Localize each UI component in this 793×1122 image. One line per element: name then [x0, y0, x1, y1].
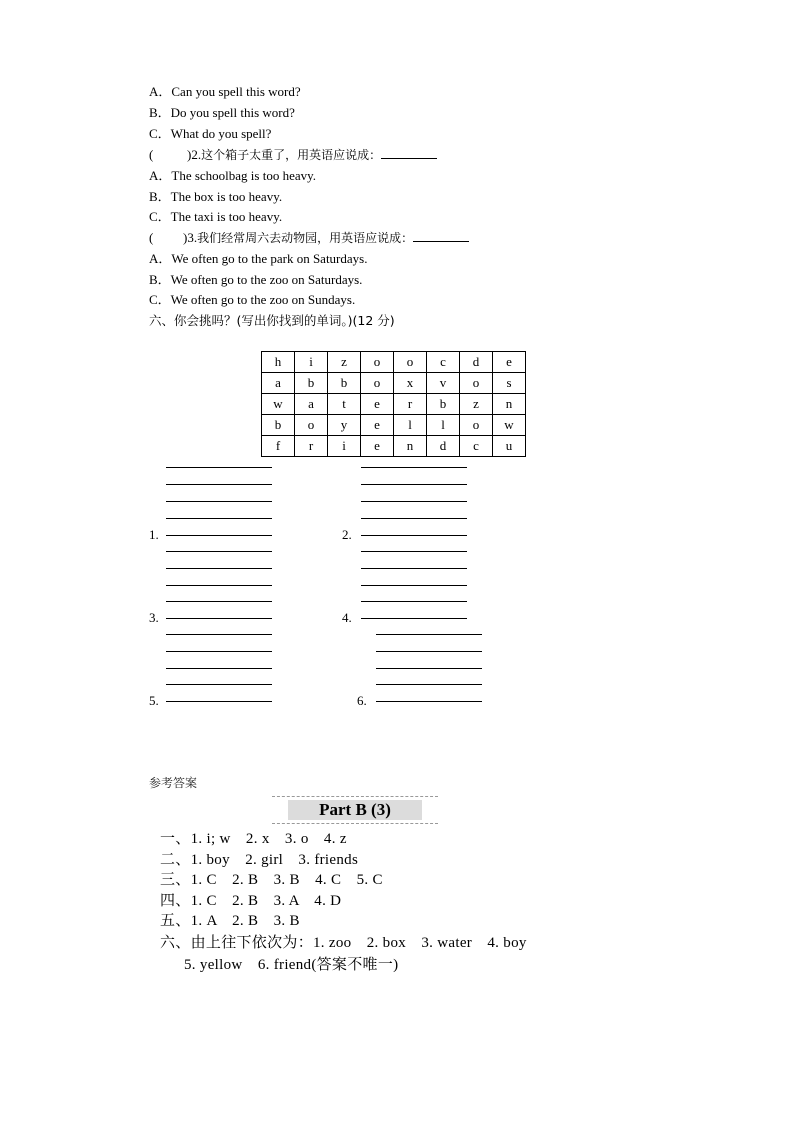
answer-line-4: 四、1. C 2. B 3. A 4. D: [160, 893, 342, 909]
answer-key-label: 参考答案: [149, 776, 198, 790]
q2-stem-text: 这个箱子太重了，用英语应说成：: [201, 148, 382, 162]
blank-number-2: 2.: [342, 527, 352, 542]
grid-cell: o: [460, 415, 493, 436]
grid-cell: u: [493, 436, 526, 457]
part-b-title: Part B (3): [288, 800, 422, 820]
q3-option-a: A．We often go to the park on Saturdays.: [149, 251, 368, 266]
grid-cell: r: [394, 394, 427, 415]
grid-row: [262, 415, 526, 436]
blank-number-3: 3.: [149, 610, 159, 625]
grid-row: [262, 394, 526, 415]
grid-row: [262, 352, 526, 373]
answer-line-3: 三、1. C 2. B 3. B 4. C 5. C: [160, 872, 383, 888]
answer-line[interactable]: [376, 651, 482, 652]
q3-stem-text: 我们经常周六去动物园，用英语应说成：: [197, 231, 414, 245]
q2-option-a: A．The schoolbag is too heavy.: [149, 168, 317, 183]
q3-number: )3.: [183, 230, 198, 245]
q2-option-c: C．The taxi is too heavy.: [149, 209, 283, 224]
q2-option-b: B．The box is too heavy.: [149, 189, 283, 204]
answer-line[interactable]: [361, 601, 467, 602]
q3-option-c: C．We often go to the zoo on Sundays.: [149, 292, 356, 307]
word-search-grid: [261, 351, 526, 457]
grid-cell: l: [427, 415, 460, 436]
grid-cell: c: [460, 436, 493, 457]
grid-cell: i: [295, 352, 328, 373]
grid-cell: w: [262, 394, 295, 415]
part-b-banner: [272, 796, 438, 824]
answer-line[interactable]: [166, 551, 272, 552]
answer-line[interactable]: [361, 568, 467, 569]
grid-cell: o: [394, 352, 427, 373]
answer-line[interactable]: [166, 618, 272, 619]
grid-cell: a: [262, 373, 295, 394]
grid-cell: a: [295, 394, 328, 415]
answer-line[interactable]: [376, 684, 482, 685]
grid-cell: c: [427, 352, 460, 373]
grid-cell: z: [460, 394, 493, 415]
grid-cell: d: [460, 352, 493, 373]
answer-line[interactable]: [376, 668, 482, 669]
blank-number-1: 1.: [149, 527, 159, 542]
grid-cell: b: [295, 373, 328, 394]
answer-line[interactable]: [376, 701, 482, 702]
answer-line-5: 五、1. A 2. B 3. B: [160, 913, 300, 929]
grid-cell: v: [427, 373, 460, 394]
grid-cell: l: [394, 415, 427, 436]
answer-line-6: 六、由上往下依次为：1. zoo 2. box 3. water 4. boy: [160, 935, 527, 951]
answer-line[interactable]: [361, 467, 467, 468]
q1-option-b: B．Do you spell this word?: [149, 105, 295, 120]
answer-line[interactable]: [166, 701, 272, 702]
grid-cell: t: [328, 394, 361, 415]
answer-line[interactable]: [166, 684, 272, 685]
blank-number-5: 5.: [149, 693, 159, 708]
grid-cell: b: [328, 373, 361, 394]
grid-cell: d: [427, 436, 460, 457]
grid-cell: b: [262, 415, 295, 436]
answer-line[interactable]: [166, 568, 272, 569]
grid-cell: z: [328, 352, 361, 373]
answer-line[interactable]: [166, 585, 272, 586]
grid-cell: o: [361, 373, 394, 394]
q3-blank: [413, 230, 469, 242]
answer-line[interactable]: [166, 651, 272, 652]
grid-cell: e: [493, 352, 526, 373]
grid-cell: b: [427, 394, 460, 415]
answer-line[interactable]: [376, 634, 482, 635]
q1-option-c: C．What do you spell?: [149, 126, 272, 141]
answer-line[interactable]: [361, 518, 467, 519]
section6-heading: 六、你会挑吗？(写出你找到的单词。)(12 分): [149, 313, 395, 328]
blank-number-6: 6.: [357, 693, 367, 708]
grid-cell: f: [262, 436, 295, 457]
answer-line[interactable]: [361, 484, 467, 485]
q2-open-paren: (: [149, 147, 154, 162]
grid-cell: o: [361, 352, 394, 373]
grid-cell: e: [361, 394, 394, 415]
grid-row: [262, 373, 526, 394]
answer-line[interactable]: [361, 618, 467, 619]
grid-cell: s: [493, 373, 526, 394]
answer-line[interactable]: [166, 634, 272, 635]
answer-line-2: 二、1. boy 2. girl 3. friends: [160, 852, 359, 868]
answer-line[interactable]: [361, 551, 467, 552]
q3-stem: [149, 230, 469, 246]
q1-option-a: A．Can you spell this word?: [149, 84, 301, 99]
answer-line[interactable]: [166, 518, 272, 519]
grid-cell: o: [460, 373, 493, 394]
grid-cell: e: [361, 415, 394, 436]
grid-cell: e: [361, 436, 394, 457]
grid-cell: y: [328, 415, 361, 436]
answer-line-7: 5. yellow 6. friend(答案不唯一): [184, 957, 399, 973]
q3-option-b: B．We often go to the zoo on Saturdays.: [149, 272, 363, 287]
answer-line[interactable]: [166, 668, 272, 669]
grid-cell: i: [328, 436, 361, 457]
blank-number-4: 4.: [342, 610, 352, 625]
grid-cell: n: [493, 394, 526, 415]
grid-row: [262, 436, 526, 457]
grid-cell: h: [262, 352, 295, 373]
answer-line[interactable]: [166, 601, 272, 602]
q2-stem: [149, 147, 437, 163]
q3-open-paren: (: [149, 230, 154, 245]
grid-cell: o: [295, 415, 328, 436]
answer-line[interactable]: [166, 535, 272, 536]
answer-line-1: 一、1. i; w 2. x 3. o 4. z: [160, 831, 347, 847]
answer-line[interactable]: [361, 585, 467, 586]
q2-blank: [381, 147, 437, 159]
answer-line[interactable]: [166, 484, 272, 485]
answer-line[interactable]: [361, 501, 467, 502]
grid-cell: n: [394, 436, 427, 457]
grid-cell: x: [394, 373, 427, 394]
answer-line[interactable]: [166, 467, 272, 468]
q2-number: )2.: [187, 147, 202, 162]
answer-line[interactable]: [361, 535, 467, 536]
grid-cell: r: [295, 436, 328, 457]
answer-line[interactable]: [166, 501, 272, 502]
grid-cell: w: [493, 415, 526, 436]
